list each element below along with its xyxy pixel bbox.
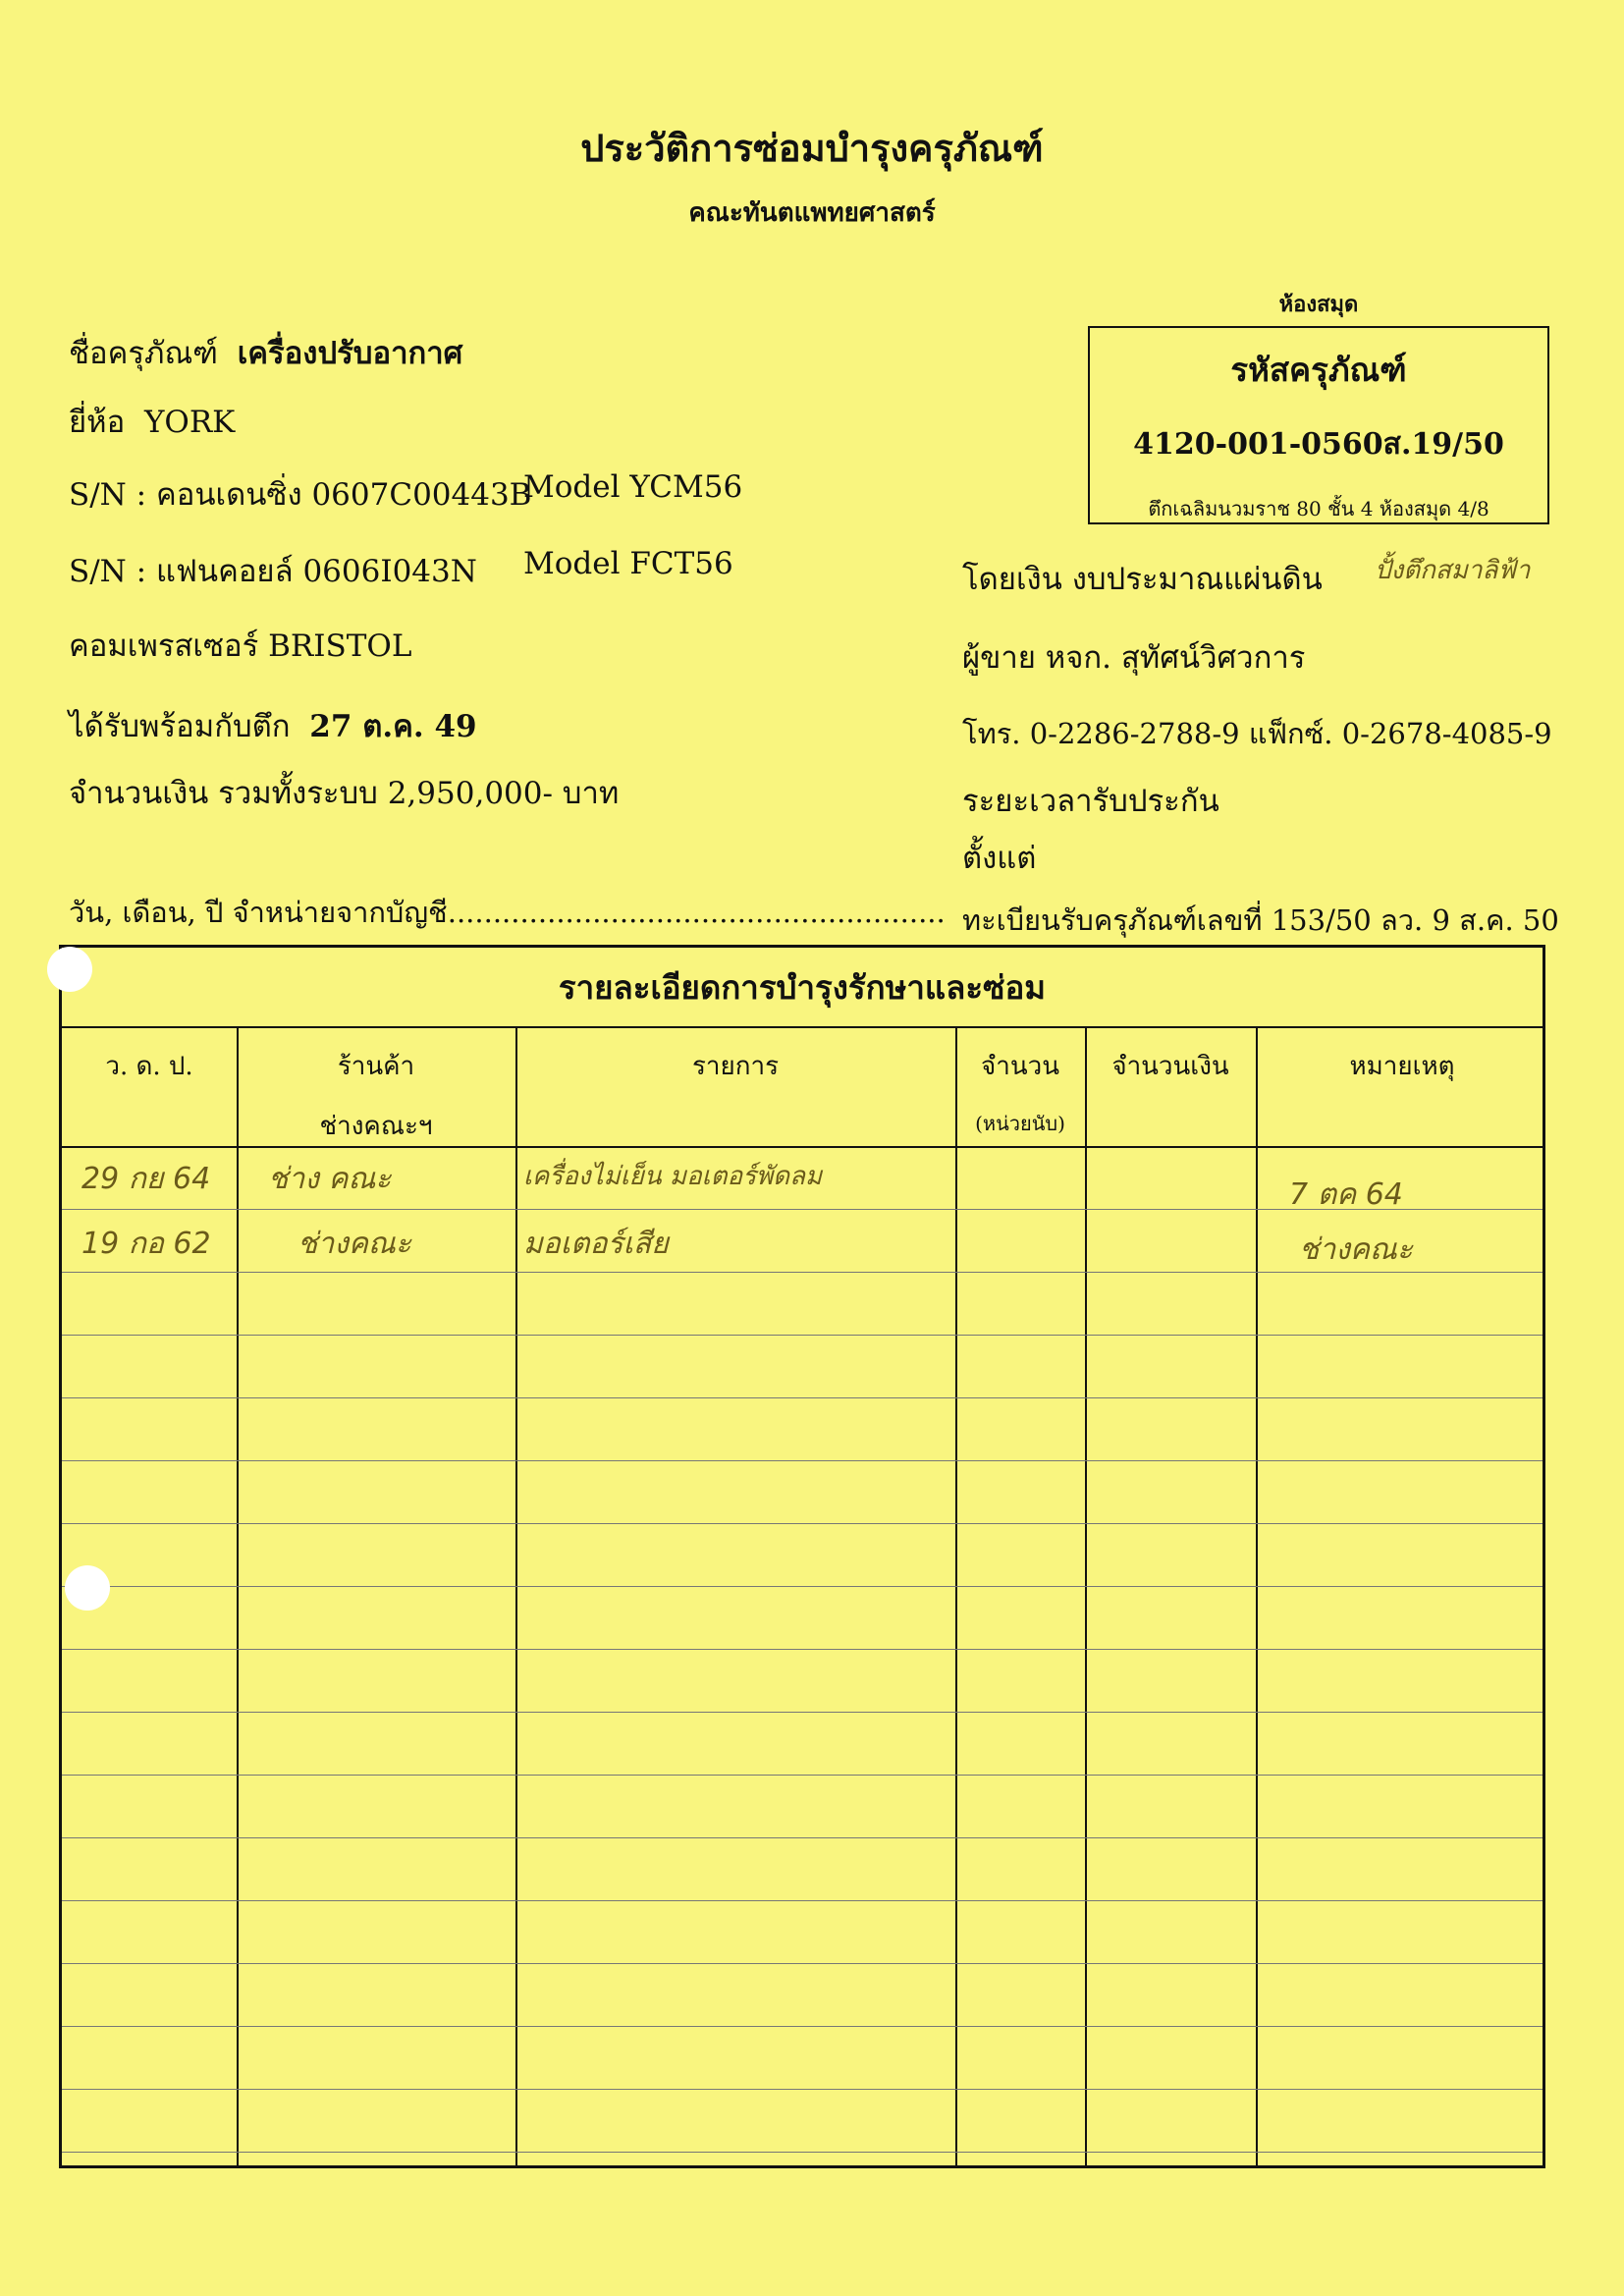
brand-value: YORK [143,405,236,440]
column-header-cost: จำนวนเงิน [1111,1052,1229,1081]
table-row-rule [62,1397,1543,1398]
equipment-code: 4120-001-0560ส.19/50 [1133,427,1504,462]
code-heading: รหัสครุภัณฑ์ [1230,351,1407,389]
equipment-name-label: ชื่อครุภัณฑ์ [69,336,218,371]
budget-handwritten-note: ปั้งตึกสมาลิฟ้า [1375,556,1531,585]
row1-shop: ช่าง คณะ [268,1162,392,1196]
table-row-rule [62,1963,1543,1964]
page-title: ประวัติการซ่อมบำรุงครุภัณฑ์ [580,126,1044,170]
table-row-rule [62,1712,1543,1713]
table-row-rule [62,1586,1543,1587]
equipment-location: ตึกเฉลิมนวมราช 80 ชั้น 4 ห้องสมุด 4/8 [1148,497,1489,520]
shop-header-line2: ช่างคณะฯ [319,1112,433,1141]
qty-header-line1: จำนวน [981,1052,1059,1081]
table-row-rule [62,1900,1543,1901]
received-row [69,701,477,750]
table-row-rule [62,1649,1543,1650]
qty-header-line2: (หน่วยนับ) [975,1112,1065,1135]
disposal-row: วัน, เดือน, ปี จำหน่ายจากบัญชี....................................................... [69,896,946,929]
column-divider [1085,1028,1087,2165]
column-divider [955,1028,957,2165]
model-fancoil: Model FCT56 [523,546,733,581]
table-row-rule [62,2089,1543,2090]
column-header-qty [955,1046,1085,1139]
punch-hole [65,1565,110,1611]
brand-row [69,397,235,446]
row2-remark: ช่างคณะ [1299,1232,1413,1267]
shop-header-line1: ร้านค้า [337,1052,415,1081]
row1-item: เครื่องไม่เย็น มอเตอร์พัดลม [523,1162,823,1191]
faculty-subtitle: คณะทันตแพทยศาสตร์ [688,198,936,228]
table-row-rule [62,1775,1543,1776]
column-divider [1256,1028,1258,2165]
row2-date: 19 กอ 62 [81,1227,211,1261]
since-row: ตั้งแต่ [962,841,1037,876]
table-row-rule [62,1837,1543,1838]
column-divider [515,1028,517,2165]
header-bottom-rule [62,1146,1543,1148]
seller-row: ผู้ขาย หจก. สุทัศน์วิศวการ [962,640,1306,676]
table-row-rule [62,2152,1543,2153]
model-condensing: Model YCM56 [523,469,743,505]
row2-shop: ช่างคณะ [298,1227,411,1261]
table-title: รายละเอียดการบำรุงรักษาและซ่อม [62,948,1543,1028]
column-divider [237,1028,239,2165]
table-row-rule [62,1460,1543,1461]
received-value: 27 ต.ค. 49 [309,709,477,744]
table-row-rule [62,2026,1543,2027]
table-row-rule [62,1272,1543,1273]
compressor-row: คอมเพรสเซอร์ BRISTOL [69,629,412,664]
table-row-rule [62,1209,1543,1210]
phone-row: โทร. 0-2286-2788-9 แฟ็กซ์. 0-2678-4085-9 [962,717,1552,750]
column-header-date: ว. ด. ป. [105,1052,193,1081]
row1-date: 29 กย 64 [81,1162,211,1196]
equipment-name-row [69,328,462,377]
column-header-item: รายการ [691,1052,780,1081]
room-label: ห้องสมุด [1278,292,1359,317]
row2-item: มอเตอร์เสีย [523,1227,669,1261]
table-row-rule [62,1523,1543,1524]
column-header-remark: หมายเหตุ [1349,1052,1455,1081]
row1-remark: 7 ตค 64 [1289,1177,1403,1212]
registration-row: ทะเบียนรับครุภัณฑ์เลขที่ 153/50 ลว. 9 ส.ค. 50 [962,903,1559,937]
received-label: ได้รับพร้อมกับตึก [69,709,291,744]
table-row-rule [62,1335,1543,1336]
equipment-name-value: เครื่องปรับอากาศ [237,336,463,371]
brand-label: ยี่ห้อ [69,405,126,440]
budget-row: โดยเงิน งบประมาณแผ่นดิน [962,562,1323,597]
sn-fancoil: S/N : แฟนคอยล์ 0606I043N [69,554,477,589]
warranty-row: ระยะเวลารับประกัน [962,784,1219,819]
sn-condensing: S/N : คอนเดนซิ่ง 0607C00443B [69,477,532,513]
punch-hole [47,947,92,992]
amount-row: จำนวนเงิน รวมทั้งระบบ 2,950,000- บาท [69,776,620,811]
maintenance-table [59,945,1545,2168]
column-header-shop [237,1046,515,1146]
equipment-code-box [1088,326,1549,524]
